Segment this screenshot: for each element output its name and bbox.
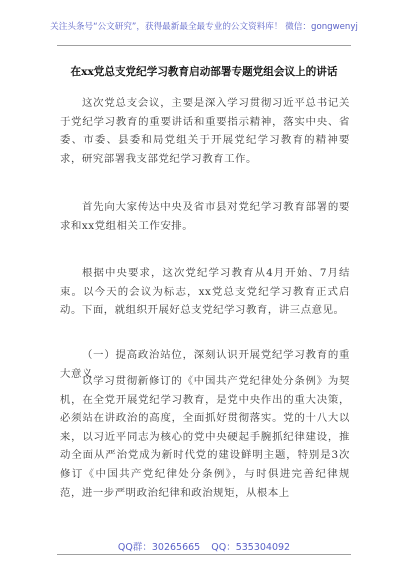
footer-divider: [57, 554, 351, 555]
header-divider: [57, 45, 351, 46]
page-footer: QQ群：30265665 QQ：535304092: [117, 542, 291, 553]
paragraph-intro: 这次党总支会议，主要是深入学习贯彻习近平总书记关于党纪学习教育的重要讲话和重要指示精神，落实中央、省委、市委、县委和局党组关于开展党纪学习教育的精神要求，研究部署我支部党纪学习教育工作。: [60, 97, 350, 165]
page-header: 关注头条号“公文研究”，获得最新最全最专业的公文资料库！ 微信：gongwenyj: [50, 22, 358, 32]
section-heading: （一）提高政治站位，深刻认识开展党纪学习教育的重大意义: [60, 349, 350, 380]
paragraph-requirements: 根据中央要求，这次党纪学习教育从4月开始、7月结束。以今天的会议为标志，xx党总支党纪学习教育正式启动。下面，就组织开展好总支党纪学习教育，讲三点意见。: [60, 267, 350, 317]
paragraph-significance: 以学习贯彻新修订的《中国共产党纪律处分条例》为契机，在全党开展党纪学习教育，是党中央作出的重大决策，必须站在讲政治的高度，全面抓好贯彻落实。党的十八大以来，以习近平同志为核心的党中央硬起手腕抓纪律建设，推动全面从严治党成为新时代党的建设鲜明主题，特别是3次修订《中国共产党纪律处分条例》，与时俱进完善纪律规范，进一步严明政治纪律和政治规矩，从根本上: [60, 375, 350, 499]
document-title: 在xx党总支党纪学习教育启动部署专题党组会议上的讲话: [70, 66, 338, 78]
paragraph-transmit: 首先向大家传达中央及省市县对党纪学习教育部署的要求和xx党组相关工作安排。: [60, 201, 350, 232]
